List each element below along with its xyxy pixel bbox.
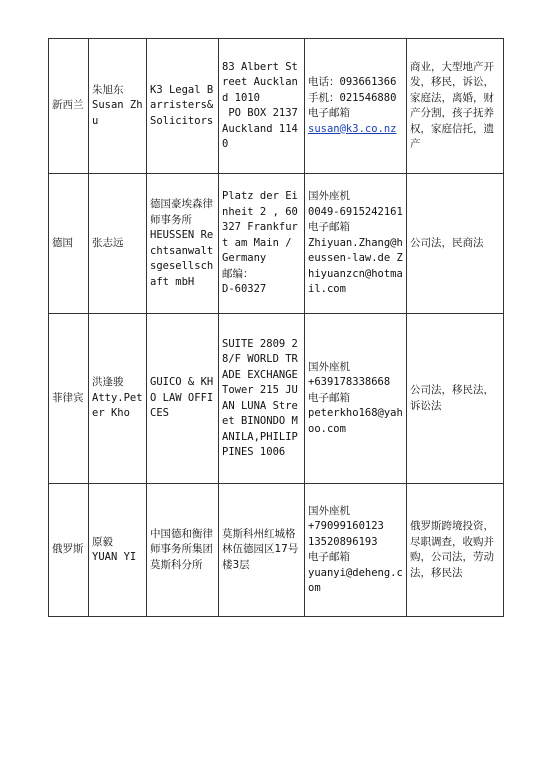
email-label: 电子邮箱: [308, 551, 350, 563]
name-cn: 洪逢骏: [92, 376, 124, 389]
name-en: Atty.Peter Kho: [92, 391, 143, 420]
name-en: YUAN YI: [92, 551, 137, 563]
name-cn: 朱旭东: [92, 83, 124, 96]
email-label: 电子邮箱: [308, 391, 350, 404]
practice-cell: 公司法，民商法: [407, 174, 504, 314]
firm-cn: 德国豪埃森律师事务所: [150, 198, 213, 226]
name-cell: [89, 39, 147, 174]
email-label: 电子邮箱: [308, 107, 350, 119]
email-value[interactable]: peterkho168@yahoo.com: [308, 407, 403, 435]
phone-label: 国外座机: [308, 190, 350, 203]
name-cell: 张志远: [89, 174, 147, 314]
table-row: [49, 484, 504, 617]
address-cell: 莫斯科州红城格林伍德园区17号楼3层: [219, 484, 305, 617]
email-label: 电子邮箱: [308, 221, 350, 234]
phone-value: 093661366: [339, 76, 397, 88]
table-row: [49, 174, 504, 314]
table-row: [49, 39, 504, 174]
lawyer-directory-table: [48, 38, 504, 617]
table-row: [49, 314, 504, 484]
practice-cell: 公司法，移民法，诉讼法: [407, 314, 504, 484]
contact-cell: [305, 39, 407, 174]
address-value: Platz der Einheit 2 , 60327 Frankfurt am Main / Germany: [222, 190, 298, 265]
country-cell: 德国: [49, 174, 89, 314]
phone-label: 国外座机: [308, 360, 350, 373]
name-en: Susan Zhu: [92, 99, 143, 127]
name-cell: [89, 314, 147, 484]
contact-cell: [305, 484, 407, 617]
address-cell: 83 Albert Street Auckland 1010 PO BOX 2137 Auckland 1140: [219, 39, 305, 174]
country-cell: 菲律宾: [49, 314, 89, 484]
contact-cell: [305, 314, 407, 484]
phone-value: 0049-6915242161: [308, 205, 403, 218]
country-cell: 新西兰: [49, 39, 89, 174]
firm-cell: [147, 174, 219, 314]
mobile-value: 021546880: [339, 91, 397, 104]
name-cell: [89, 484, 147, 617]
email-value[interactable]: Zhiyuan.Zhang@heussen-law.de Zhiyuanzcn@hotmail.com: [308, 236, 403, 296]
firm-cell: K3 Legal Barristers&Solicitors: [147, 39, 219, 174]
email-link[interactable]: susan@k3.co.nz: [308, 122, 397, 135]
firm-cell: 中国德和衡律师事务所集团莫斯科分所: [147, 484, 219, 617]
address-cell: SUITE 2809 28/F WORLD TRADE EXCHANGE Tower 215 JUAN LUNA Street BINONDO MANILA,PHILIPPINES 1006: [219, 314, 305, 484]
postcode-value: D-60327: [222, 283, 267, 296]
phone-value: +79099160123: [308, 520, 384, 532]
practice-cell: 俄罗斯跨境投资，尽职调查，收购并购，公司法，劳动法，移民法: [407, 484, 504, 617]
contact-cell: [305, 174, 407, 314]
mobile-value: 13520896193: [308, 535, 378, 548]
firm-cell: GUICO & KHO LAW OFFICES: [147, 314, 219, 484]
firm-en: HEUSSEN Rechtsanwaltsgesellschaft mbH: [150, 229, 214, 288]
postcode-label: 邮编：: [222, 267, 254, 280]
mobile-label: 手机：: [308, 91, 340, 104]
practice-cell: 商业，大型地产开发，移民，诉讼，家庭法，离婚，财产分割，孩子抚养权，家庭信托，遗产: [407, 39, 504, 174]
phone-label: 国外座机: [308, 504, 350, 517]
phone-value: +639178338668: [308, 376, 391, 389]
email-value[interactable]: yuanyi@deheng.com: [308, 566, 403, 594]
name-cn: 原毅: [92, 535, 113, 548]
country-cell: 俄罗斯: [49, 484, 89, 617]
phone-label: 电话：: [308, 76, 340, 88]
address-cell: [219, 174, 305, 314]
